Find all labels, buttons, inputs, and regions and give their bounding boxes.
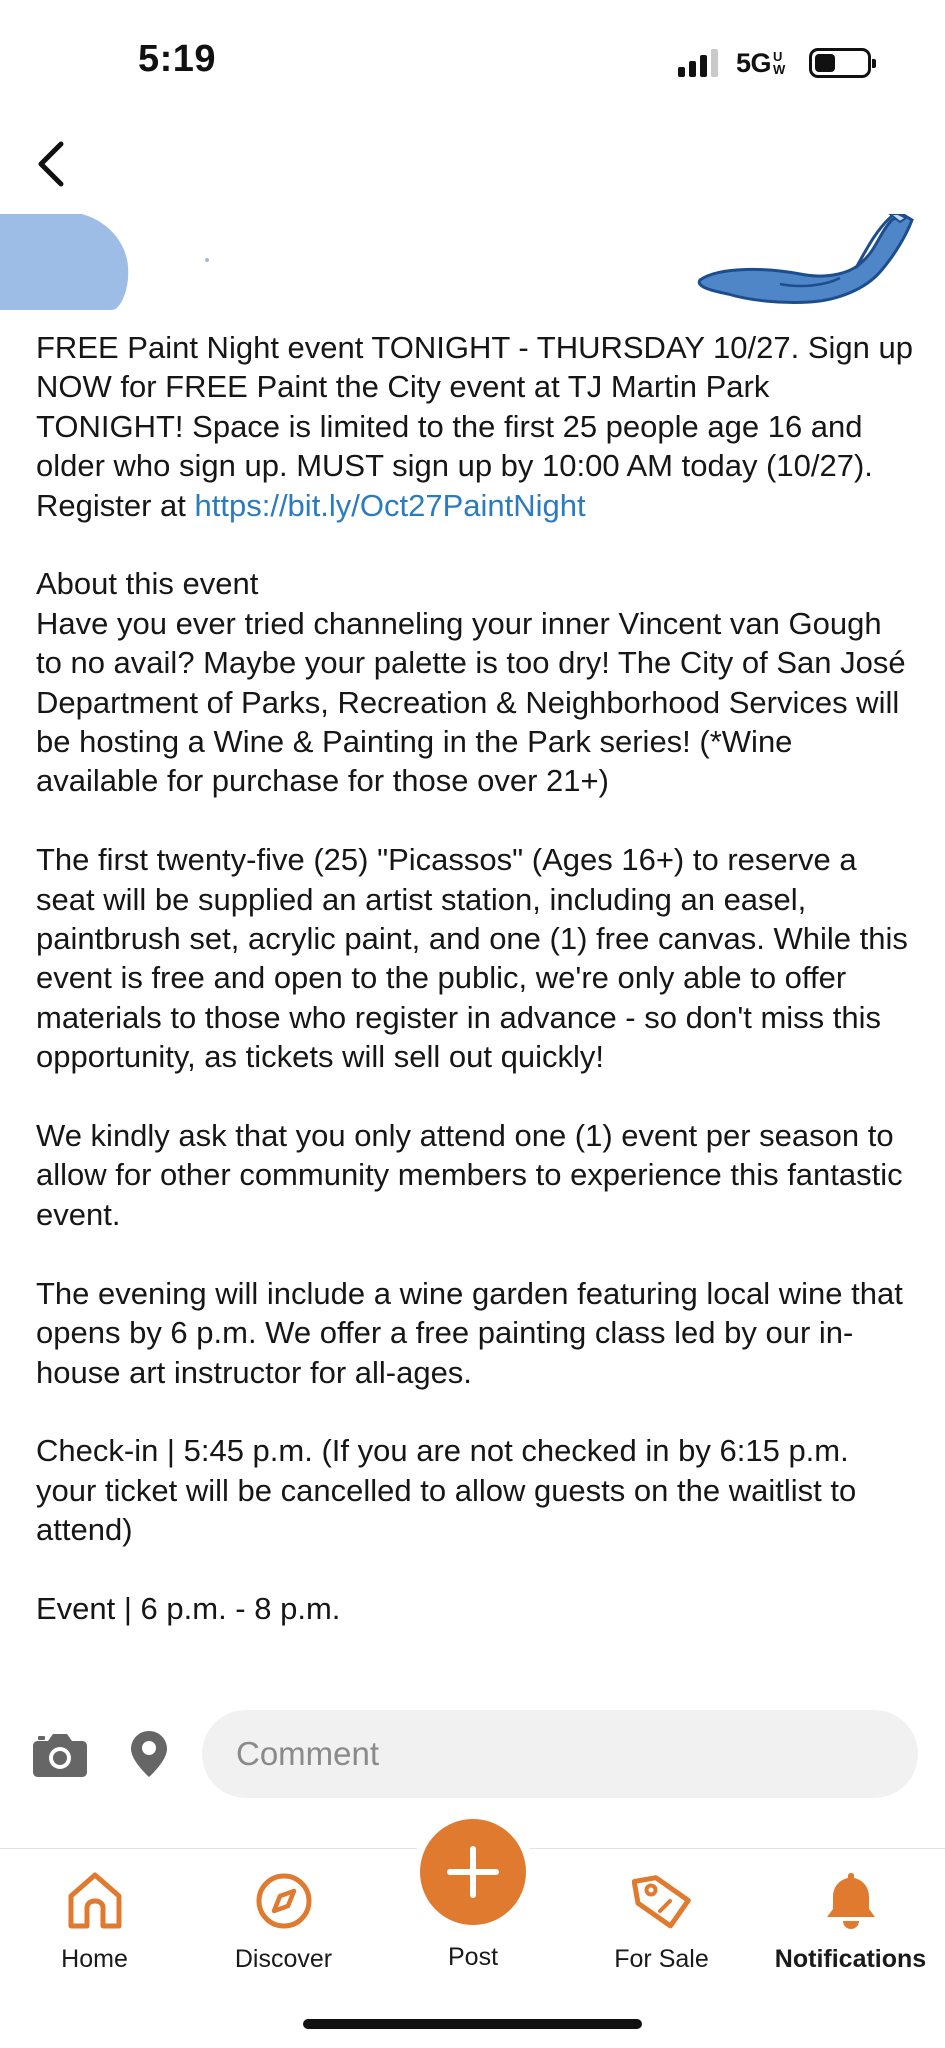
battery-icon — [809, 48, 871, 78]
picassos-paragraph: The first twenty-five (25) "Picassos" (Ages 16+) to reserve a seat will be supplied an artist station, including an easel, paintbrush set, acrylic paint, and one (1) free canvas. While this event is free and open to the public, we're only able to offer materials to those who register in advance - so don't miss this opportunity, as tickets will sell out quickly! — [36, 842, 908, 1075]
register-link[interactable]: https://bit.ly/Oct27PaintNight — [194, 487, 586, 523]
status-bar — [0, 0, 945, 120]
checkin-paragraph: Check-in | 5:45 p.m. (If you are not checked in by 6:15 p.m. your ticket will be cancelled to allow guests on the waitlist to attend) — [36, 1433, 857, 1548]
tab-notifications[interactable] — [756, 1849, 945, 1979]
chevron-left-icon — [35, 140, 69, 188]
post-button[interactable] — [420, 1819, 526, 1925]
network-suffix: UW — [773, 48, 785, 77]
tab-for-sale[interactable] — [567, 1849, 756, 1979]
evening-paragraph: The evening will include a wine garden featuring local wine that opens by 6 p.m. We offer a free painting class led by our in-house art instructor for all-ages. — [36, 1275, 903, 1390]
camera-icon — [32, 1732, 88, 1778]
comment-bar — [0, 1706, 945, 1806]
back-button[interactable] — [24, 136, 80, 192]
tab-home-label: Home — [61, 1945, 128, 1973]
location-button[interactable] — [130, 1730, 168, 1783]
event-time-paragraph: Event | 6 p.m. - 8 p.m. — [36, 1590, 341, 1626]
status-time: 5:19 — [138, 38, 217, 80]
tab-post-label: Post — [447, 1943, 499, 1971]
tab-for-sale-label: For Sale — [614, 1945, 709, 1973]
event-banner-image — [0, 214, 945, 310]
attend-paragraph: We kindly ask that you only attend one (1) event per season to allow for other community members to experience this fantastic event. — [36, 1118, 903, 1232]
camera-button[interactable] — [32, 1732, 88, 1783]
plus-icon — [446, 1845, 500, 1899]
tab-discover-label: Discover — [234, 1945, 333, 1973]
status-indicators — [678, 46, 871, 80]
bell-icon — [825, 1869, 877, 1933]
tag-icon — [632, 1869, 692, 1933]
comment-input[interactable] — [202, 1710, 918, 1798]
intro-text: FREE Paint Night event TONIGHT - THURSDAY 10/27. Sign up NOW for FREE Paint the City event at TJ Martin Park TONIGHT! Space is limited to the first 25 people age 16 and older who sign up. MUST sign up by 10:00 AM today (10/27). Register at — [36, 330, 913, 523]
tab-home[interactable] — [0, 1849, 189, 1979]
network-type-label — [736, 48, 791, 79]
about-paragraph: Have you ever tried channeling your inner Vincent van Gough to no avail? Maybe your palette is too dry! The City of San José Department of Parks, Recreation & Neighborhood Services will be hosting a Wine & Painting in the Park series! (*Wine available for purchase for those over 21+) — [36, 605, 906, 799]
bottom-tab-bar — [0, 1848, 945, 2048]
about-heading: About this event — [36, 566, 259, 602]
home-indicator[interactable] — [303, 2019, 642, 2029]
tab-discover[interactable] — [189, 1849, 378, 1979]
tab-notifications-label: Notifications — [774, 1945, 927, 1973]
intro-paragraph — [36, 328, 916, 525]
compass-icon — [255, 1869, 313, 1933]
home-icon — [67, 1869, 123, 1933]
location-pin-icon — [130, 1730, 168, 1778]
post-body — [36, 328, 916, 1703]
signal-strength-icon — [678, 49, 718, 77]
network-type: 5G — [735, 47, 771, 78]
